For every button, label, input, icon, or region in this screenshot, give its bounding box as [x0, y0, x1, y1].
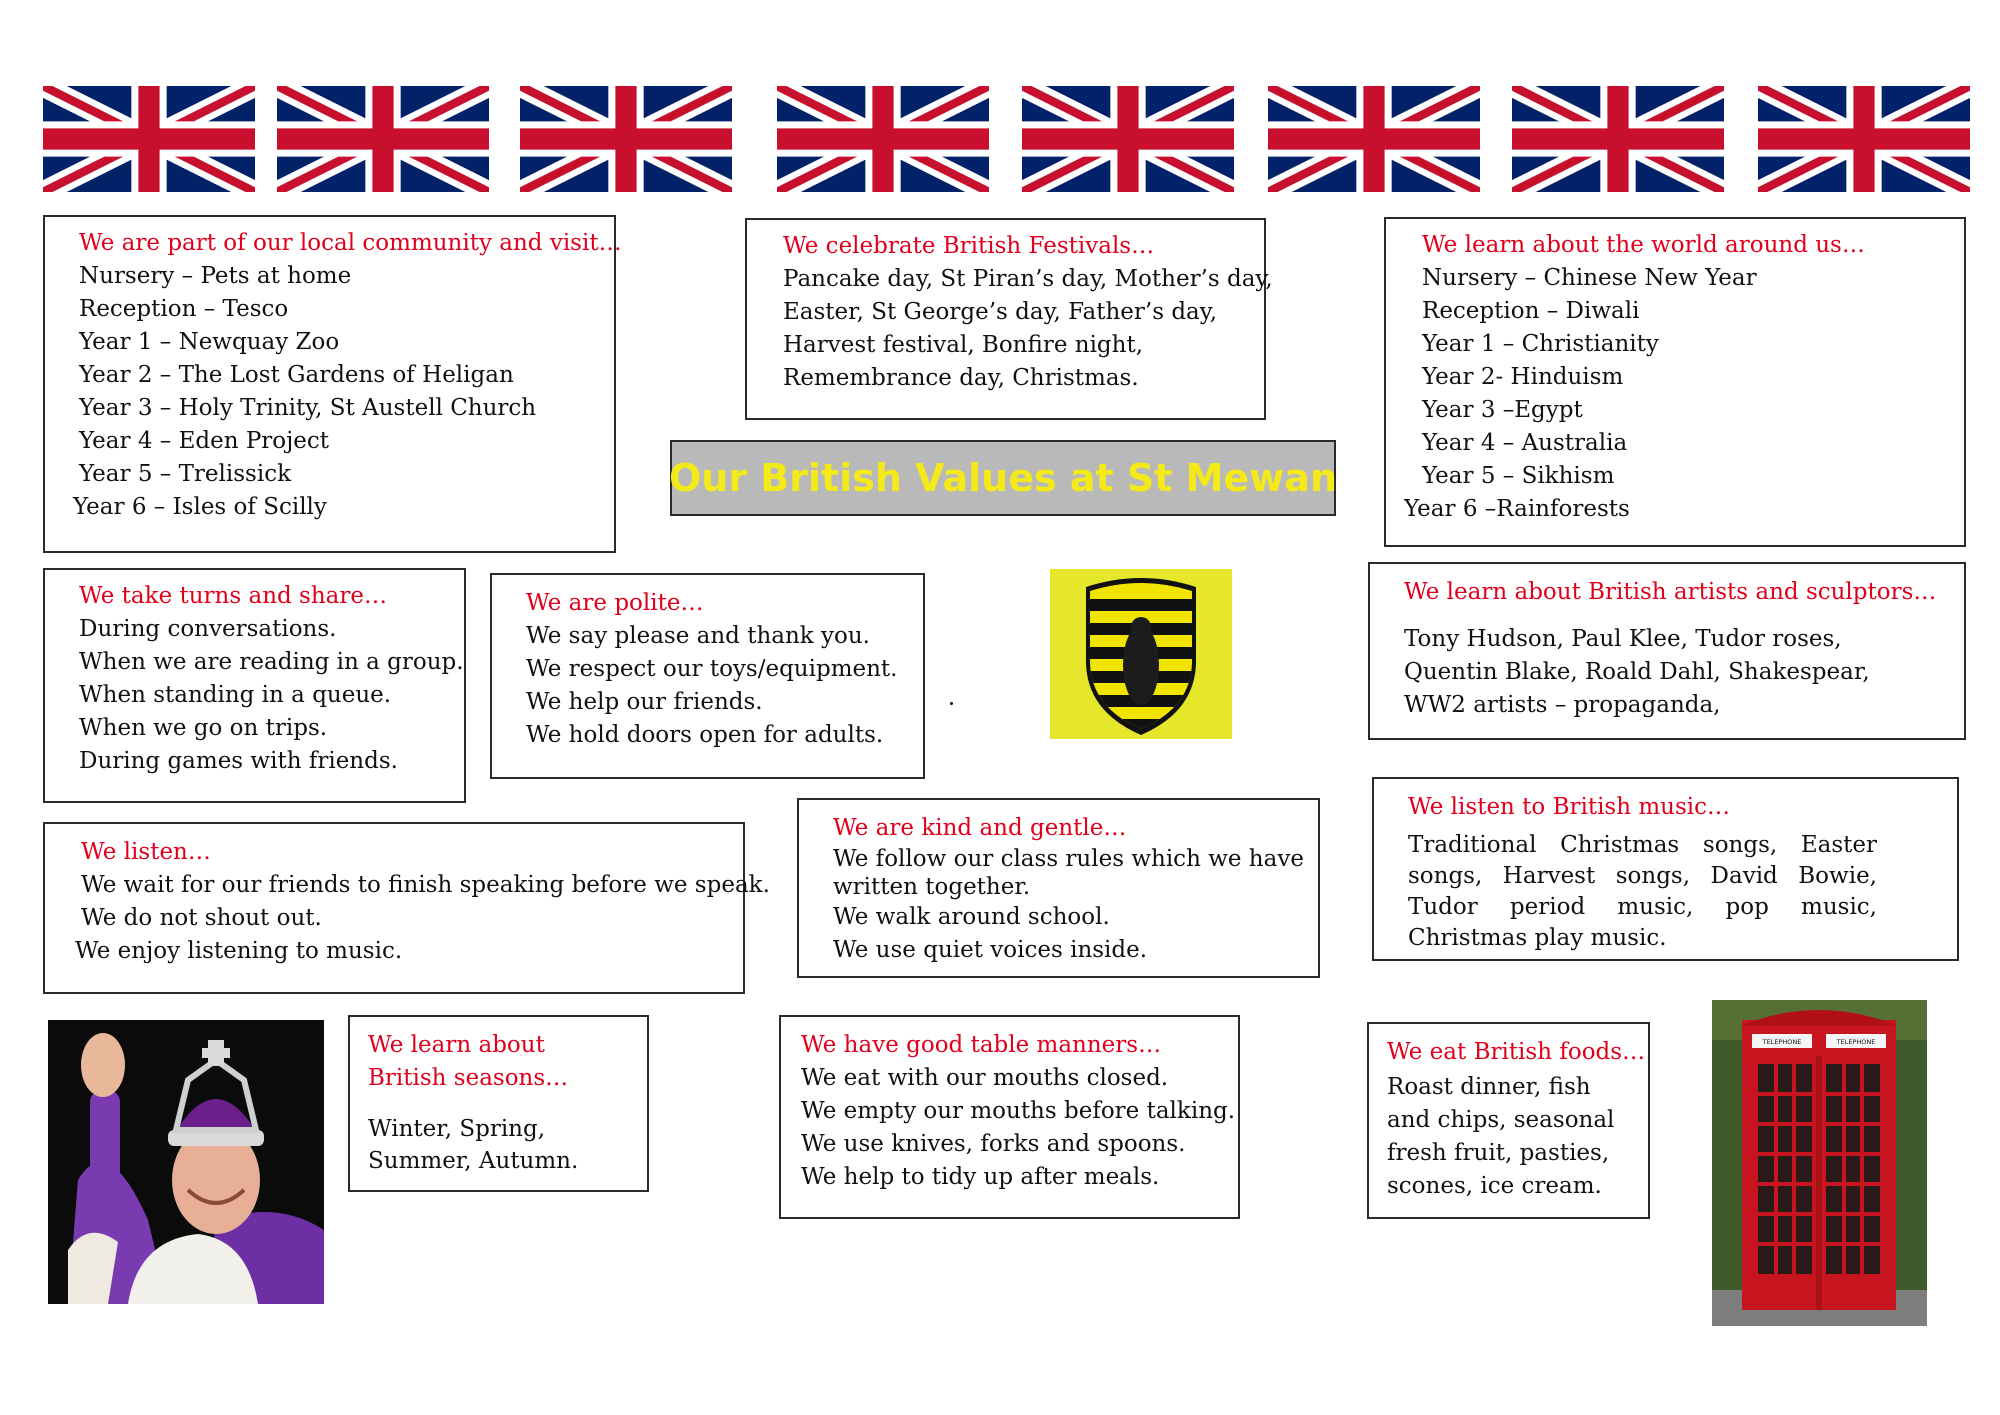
union-jack-flag-icon	[1022, 86, 1234, 192]
list-item: Reception – Tesco	[79, 296, 289, 322]
community-title: We are part of our local community and visit…	[79, 230, 622, 256]
stray-dot	[950, 702, 953, 705]
artists-text: Tony Hudson, Paul Klee, Tudor roses, Quentin Blake, Roald Dahl, Shakespear, WW2 artists – propaganda,	[1404, 626, 1870, 718]
page-title: Our British Values at St Mewan	[670, 440, 1336, 516]
seasons-text: Winter, Spring, Summer, Autumn.	[368, 1116, 579, 1174]
music-text: Traditional Christmas songs, Easter songs, Harvest songs, David Bowie, Tudor period music, pop music, Christmas play music.	[1408, 832, 1877, 951]
kind-box	[797, 798, 1320, 978]
manners-box	[779, 1015, 1240, 1219]
polite-title: We are polite…	[526, 590, 704, 616]
list-item: Year 4 – Eden Project	[79, 428, 330, 454]
list-item: Year 3 – Holy Trinity, St Austell Church	[79, 395, 537, 421]
list-item: Easter, St George’s day, Father’s day,	[783, 299, 1218, 325]
seasons-box	[348, 1015, 649, 1192]
list-item: When standing in a queue.	[79, 682, 392, 708]
union-jack-flag-icon	[277, 86, 489, 192]
list-item: Year 6 – Isles of Scilly	[73, 494, 327, 520]
red-telephone-box-icon	[1712, 1000, 1927, 1326]
foods-box	[1367, 1022, 1650, 1219]
list-item: We enjoy listening to music.	[75, 938, 403, 964]
list-item: Year 3 –Egypt	[1422, 397, 1583, 423]
world-box	[1384, 217, 1966, 547]
listen-title: We listen…	[81, 839, 211, 865]
list-item: Nursery – Pets at home	[79, 263, 352, 289]
list-item: Year 4 – Australia	[1422, 430, 1628, 456]
music-box	[1372, 777, 1959, 961]
list-item: We use quiet voices inside.	[833, 937, 1148, 963]
school-crest-icon	[1050, 569, 1232, 739]
list-item: Year 1 – Christianity	[1422, 331, 1659, 357]
list-item: Year 2 – The Lost Gardens of Heligan	[79, 362, 514, 388]
list-item: We do not shout out.	[81, 905, 322, 931]
polite-box	[490, 573, 925, 779]
union-jack-flag-icon	[1512, 86, 1724, 192]
list-item: Reception – Diwali	[1422, 298, 1640, 324]
list-item: Remembrance day, Christmas.	[783, 365, 1139, 391]
union-jack-flag-icon	[520, 86, 732, 192]
artists-title: We learn about British artists and sculptors…	[1404, 579, 1937, 605]
list-item: Nursery – Chinese New Year	[1422, 265, 1757, 291]
seasons-title: We learn about British seasons…	[368, 1032, 569, 1091]
list-item: Pancake day, St Piran’s day, Mother’s day,	[783, 266, 1273, 292]
list-item: We say please and thank you.	[526, 623, 870, 649]
world-title: We learn about the world around us…	[1422, 232, 1865, 258]
festivals-box	[745, 218, 1273, 420]
list-item: We respect our toys/equipment.	[526, 656, 898, 682]
list-item: We walk around school.	[833, 904, 1110, 930]
phonebox-sign-right: TELEPHONE	[1836, 1038, 1876, 1046]
music-title: We listen to British music…	[1408, 794, 1731, 820]
list-item: Harvest festival, Bonfire night,	[783, 332, 1144, 358]
list-item: We hold doors open for adults.	[526, 722, 884, 748]
listen-box	[43, 822, 770, 994]
foods-title: We eat British foods…	[1387, 1039, 1646, 1065]
union-jack-flag-icon	[777, 86, 989, 192]
list-item: Year 1 – Newquay Zoo	[79, 329, 340, 355]
list-item: When we are reading in a group.	[79, 649, 464, 675]
list-item: Year 6 –Rainforests	[1404, 496, 1630, 522]
manners-title: We have good table manners…	[801, 1032, 1162, 1058]
list-item: We help to tidy up after meals.	[801, 1164, 1160, 1190]
list-item: written together.	[833, 874, 1031, 900]
list-item: We empty our mouths before talking.	[801, 1098, 1236, 1124]
community-box	[43, 215, 622, 553]
list-item: We wait for our friends to finish speaking before we speak.	[81, 872, 770, 898]
union-jack-flag-icon	[1758, 86, 1970, 192]
list-item: We use knives, forks and spoons.	[801, 1131, 1186, 1157]
kind-title: We are kind and gentle…	[833, 815, 1127, 841]
union-jack-flag-icon	[43, 86, 255, 192]
festivals-title: We celebrate British Festivals…	[783, 233, 1155, 259]
list-item: Year 5 – Sikhism	[1422, 463, 1615, 489]
list-item: We follow our class rules which we have	[833, 846, 1304, 872]
list-item: During conversations.	[79, 616, 337, 642]
list-item: We eat with our mouths closed.	[801, 1065, 1169, 1091]
foods-text: Roast dinner, fish and chips, seasonal fresh fruit, pasties, scones, ice cream.	[1387, 1074, 1615, 1199]
list-item: Year 2- Hinduism	[1422, 364, 1624, 390]
turns-box	[43, 568, 466, 803]
list-item: We help our friends.	[526, 689, 763, 715]
turns-title: We take turns and share…	[79, 583, 387, 609]
union-jack-flag-icon	[1268, 86, 1480, 192]
phonebox-sign-left: TELEPHONE	[1762, 1038, 1802, 1046]
list-item: Year 5 – Trelissick	[79, 461, 292, 487]
king-photo-icon	[48, 1020, 324, 1304]
list-item: During games with friends.	[79, 748, 398, 774]
list-item: When we go on trips.	[79, 715, 328, 741]
artists-box	[1368, 562, 1966, 740]
